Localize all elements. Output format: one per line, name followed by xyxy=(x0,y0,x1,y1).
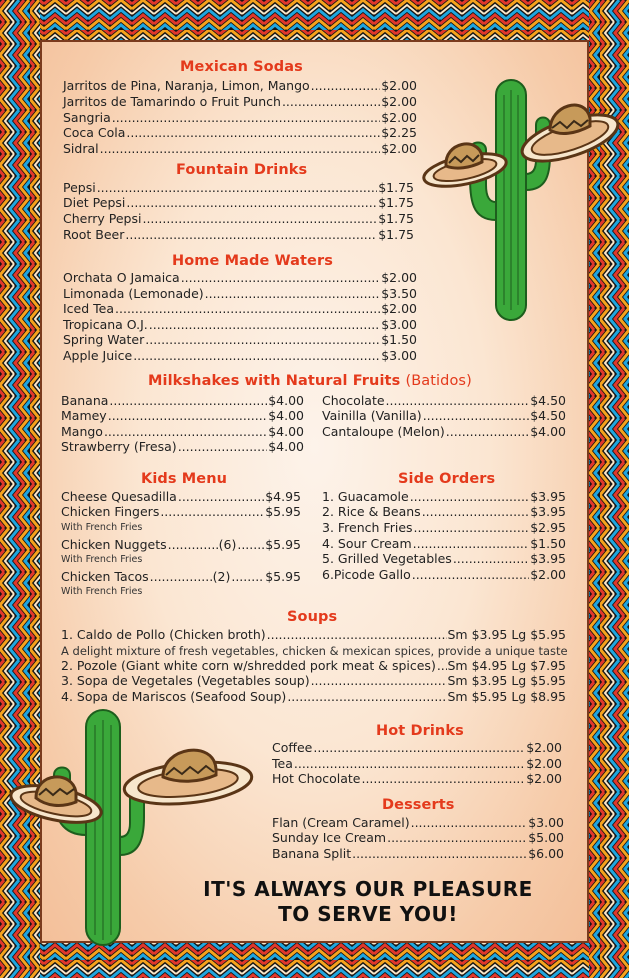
menu-item: 3. French Fries ..... $2.95 xyxy=(322,520,566,535)
menu-item: Coffee ..... $2.00 xyxy=(272,740,562,755)
closing-line-1: IT'S ALWAYS OUR PLEASURE xyxy=(203,877,533,901)
section-title-milkshakes: Milkshakes with Natural Fruits (Batidos) xyxy=(148,373,472,389)
menu-item: Mamey ..... $4.00 xyxy=(61,408,304,423)
menu-item-description: A delight mixture of fresh vegetables, chicken & mexican spices, provide a unique taste xyxy=(61,644,568,658)
menu-item: Sunday Ice Cream ..... $5.00 xyxy=(272,830,564,845)
menu-item: Flan (Cream Caramel) ..... $3.00 xyxy=(272,815,564,830)
closing-line-2: TO SERVE YOU! xyxy=(278,902,458,926)
sombrero-icon xyxy=(6,762,106,832)
menu-item: Jarritos de Pina, Naranja, Limon, Mango ..... $2.00 xyxy=(63,78,417,93)
menu-item: Sangria ..... $2.00 xyxy=(63,110,417,125)
menu-item-note: With French Fries xyxy=(61,522,143,533)
menu-item: Sidral ..... $2.00 xyxy=(63,141,417,156)
menu-item: Spring Water ..... $1.50 xyxy=(63,332,417,347)
menu-item: Banana ..... $4.00 xyxy=(61,393,304,408)
section-title-desserts: Desserts xyxy=(382,797,455,813)
section-title-fountain-drinks: Fountain Drinks xyxy=(176,162,308,178)
section-title-home-made-waters: Home Made Waters xyxy=(172,253,333,269)
section-title-side-orders: Side Orders xyxy=(398,471,496,487)
menu-item: 2. Rice & Beans ..... $3.95 xyxy=(322,504,566,519)
menu-item: 6.Picode Gallo ..... $2.00 xyxy=(322,567,566,582)
menu-item: Apple Juice ..... $3.00 xyxy=(63,348,417,363)
menu-item: Pepsi ..... $1.75 xyxy=(63,180,414,195)
sombrero-icon xyxy=(118,735,258,815)
menu-item: 2. Pozole (Giant white corn w/shredded pork meat & spices) ..... Sm $4.95 Lg $7.95 xyxy=(61,658,566,673)
menu-item: 4. Sour Cream ..... $1.50 xyxy=(322,536,566,551)
menu-item: Banana Split ..... $6.00 xyxy=(272,846,564,861)
menu-item: Cherry Pepsi ..... $1.75 xyxy=(63,211,414,226)
menu-item: 1. Caldo de Pollo (Chicken broth) ..... Sm $3.95 Lg $5.95 xyxy=(61,627,566,642)
menu-item: 4. Sopa de Mariscos (Seafood Soup) ..... Sm $5.95 Lg $8.95 xyxy=(61,689,566,704)
section-title-kids-menu: Kids Menu xyxy=(141,471,228,487)
sombrero-icon xyxy=(420,130,510,195)
menu-item: Chicken Tacos ..... (2) ..... $5.95 xyxy=(61,569,301,584)
section-title-mexican-sodas: Mexican Sodas xyxy=(180,59,303,75)
menu-item: Hot Chocolate ..... $2.00 xyxy=(272,771,562,786)
menu-item: Coca Cola ..... $2.25 xyxy=(63,125,417,140)
section-subtitle: (Batidos) xyxy=(405,373,472,389)
menu-item: 1. Guacamole ..... $3.95 xyxy=(322,489,566,504)
sombrero-icon xyxy=(515,90,625,170)
menu-item-note: With French Fries xyxy=(61,586,143,597)
menu-item: Tea ..... $2.00 xyxy=(272,756,562,771)
menu-item: Limonada (Lemonade) ..... $3.50 xyxy=(63,286,417,301)
menu-item: Jarritos de Tamarindo o Fruit Punch ..... $2.00 xyxy=(63,94,417,109)
menu-item: Chocolate ..... $4.50 xyxy=(322,393,566,408)
menu-item: Strawberry (Fresa) ..... $4.00 xyxy=(61,439,304,454)
menu-item: Cheese Quesadilla ..... $4.95 xyxy=(61,489,301,504)
menu-item: 3. Sopa de Vegetales (Vegetables soup) ..... Sm $3.95 Lg $5.95 xyxy=(61,673,566,688)
section-title-hot-drinks: Hot Drinks xyxy=(376,723,464,739)
menu-item: Tropicana O.J. ..... $3.00 xyxy=(63,317,417,332)
menu-item: Vainilla (Vanilla) ..... $4.50 xyxy=(322,408,566,423)
menu-item: Chicken Fingers ..... $5.95 xyxy=(61,504,301,519)
menu-item-note: With French Fries xyxy=(61,554,143,565)
menu-item: Diet Pepsi ..... $1.75 xyxy=(63,195,414,210)
menu-item: Root Beer ..... $1.75 xyxy=(63,227,414,242)
section-title-soups: Soups xyxy=(287,609,338,625)
menu-item: Chicken Nuggets ..... (6) ..... $5.95 xyxy=(61,537,301,552)
menu-item: Iced Tea ..... $2.00 xyxy=(63,301,417,316)
menu-item: Orchata O Jamaica ..... $2.00 xyxy=(63,270,417,285)
menu-item: Mango ..... $4.00 xyxy=(61,424,304,439)
menu-item: Cantaloupe (Melon) ..... $4.00 xyxy=(322,424,566,439)
menu-item: 5. Grilled Vegetables ..... $3.95 xyxy=(322,551,566,566)
